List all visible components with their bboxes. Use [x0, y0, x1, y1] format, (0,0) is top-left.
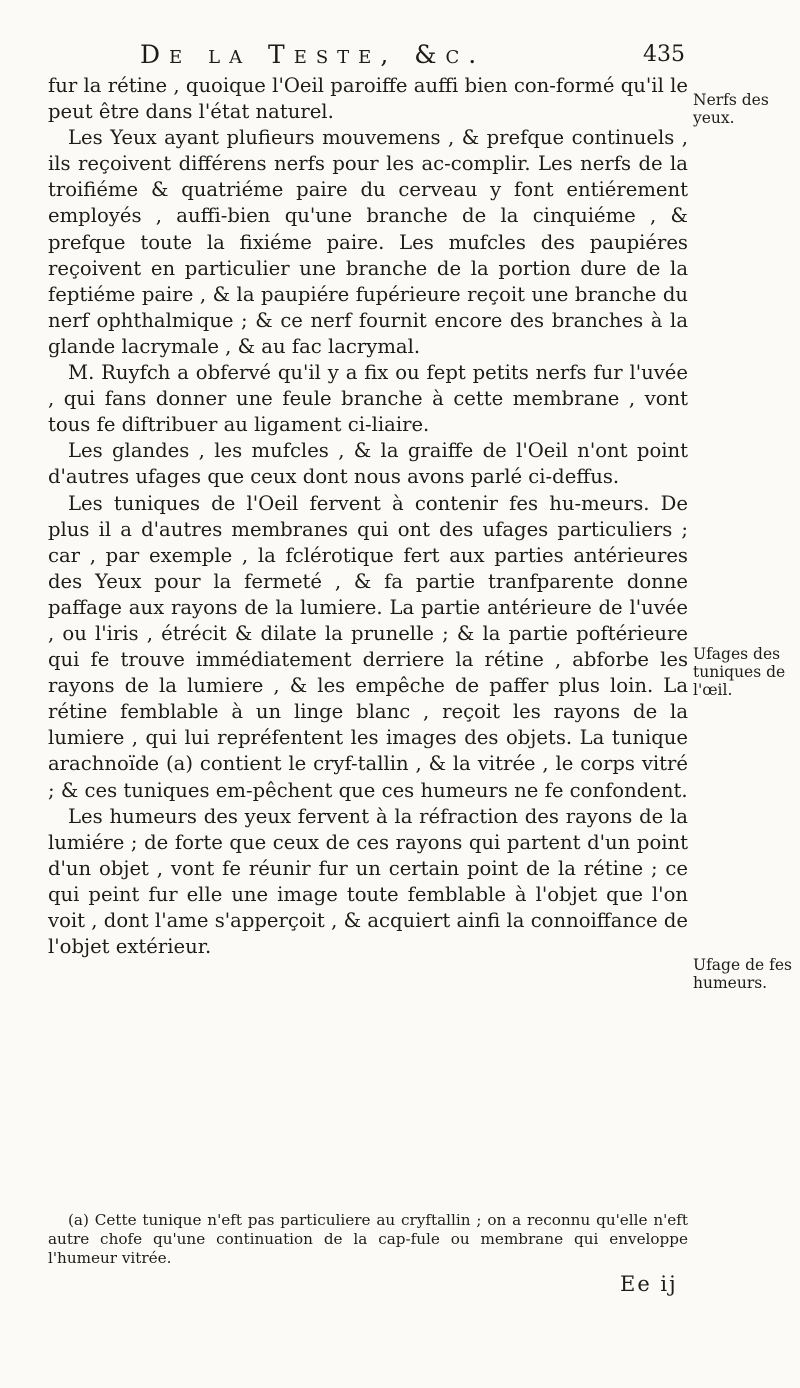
- body-text: [48, 73, 688, 960]
- footnote: [48, 1211, 688, 1269]
- signature-mark: Ee ij: [620, 1272, 678, 1296]
- paragraph: Les tuniques de l'Oeil fervent à contenir fes hu-meurs. De plus il a d'autres membranes qui ont des ufages particuliers ; car , par exemple , la fclérotique fert aux parties antérieures des Yeux pour la fermeté , & fa partie tranfparente donne paffage aux rayons de la lumiere. La partie antérieure de l'uvée , ou l'iris , étrécit & dilate la prunelle ; & la partie poftérieure qui fe trouve immédiatement derriere la rétine , abforbe les rayons de la lumiere , & les empêche de paffer plus loin. La rétine femblable à un linge blanc , reçoit les rayons de la lumiere , qui lui repréfentent les images des objets. La tunique arachnoïde (a) contient le cryf-tallin , & la vitrée , le corps vitré ; & ces tuniques em-pêchent que ces humeurs ne fe confondent.: [48, 491, 688, 802]
- paragraph: fur la rétine , quoique l'Oeil paroiffe auffi bien con-formé qu'il le peut être dans l'état naturel.: [48, 74, 688, 124]
- page-number: 435: [643, 42, 685, 67]
- footnote-text: (a) Cette tunique n'eft pas particuliere au cryftallin ; on a reconnu qu'elle n'eft autre chofe qu'une continuation de la cap-fule ou membrane qui enveloppe l'humeur vitrée.: [48, 1211, 688, 1268]
- margin-note-humeurs: Ufage de fes humeurs.: [693, 956, 792, 992]
- paragraph: M. Ruyfch a obfervé qu'il y a fix ou fept petits nerfs fur l'uvée , qui fans donner une feule branche à cette membrane , vont tous fe diftribuer au ligament ci-liaire.: [48, 361, 688, 437]
- running-head: De la Teste, &c.: [140, 40, 486, 69]
- paragraph: Les glandes , les mufcles , & la graiffe de l'Oeil n'ont point d'autres ufages que ceux dont nous avons parlé ci-deffus.: [48, 439, 688, 489]
- margin-note-tuniques: Ufages des tuniques de l'œil.: [693, 645, 786, 699]
- paragraph: Les humeurs des yeux fervent à la réfraction des rayons de la lumiére ; de forte que ceux de ces rayons qui partent d'un point d'un objet , vont fe réunir fur un certain point de la rétine ; ce qui peint fur elle une image toute femblable à l'objet que l'on voit , dont l'ame s'apperçoit , & acquiert ainfi la connoiffance de l'objet extérieur.: [48, 804, 688, 959]
- paragraph: Les Yeux ayant plufieurs mouvemens , & prefque continuels , ils reçoivent différens nerfs pour les ac-complir. Les nerfs de la troifiéme & quatriéme paire du cerveau y font entiérement employés , auffi-bien qu'une branche de la cinquiéme , & prefque toute la fixiéme paire. Les mufcles des paupiéres reçoivent en particulier une branche de la portion dure de la feptiéme paire , & la paupiére fupérieure reçoit une branche du nerf ophthalmique ; & ce nerf fournit encore des branches à la glande lacrymale , & au fac lacrymal.: [48, 126, 688, 358]
- margin-note-nerfs: Nerfs des yeux.: [693, 91, 769, 127]
